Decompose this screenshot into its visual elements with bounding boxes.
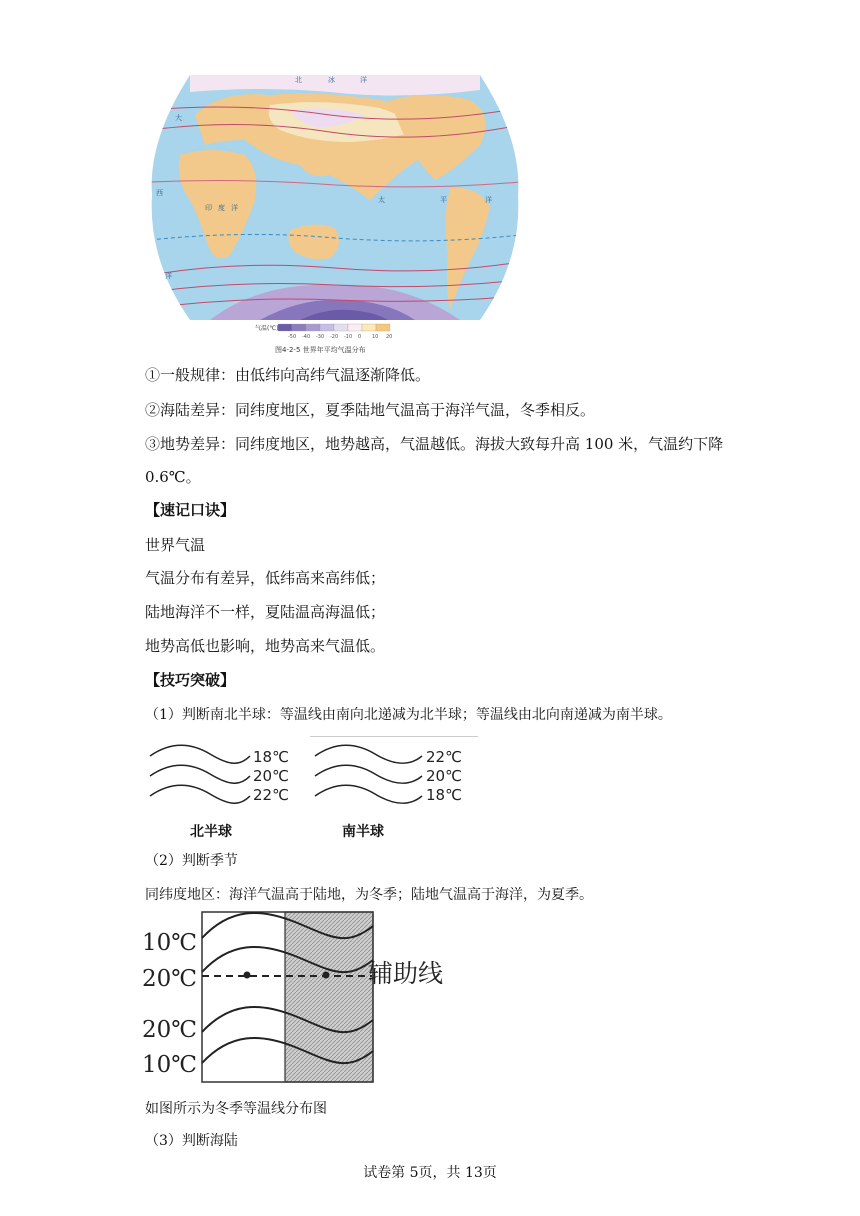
isotherm-label: 20℃ [426,767,462,785]
legend-tick: 0 [358,334,362,340]
south-hemisphere-figure [310,740,480,805]
legend-title: 气温(℃) [255,325,279,332]
legend-swatches [278,324,390,331]
isotherm-label: 10℃ [142,930,197,956]
isotherm-label: 18℃ [253,748,289,766]
legend-tick: -30 [316,334,325,340]
legend-swatch [362,324,376,331]
legend-swatch [292,324,306,331]
rule-3: ③地势差异：同纬度地区，地势越高，气温越低。海拔大致每升高 100 米，气温约下降 [145,435,724,453]
skill-item-2-text: 同纬度地区：海洋气温高于陆地，为冬季；陆地气温高于海洋，为夏季。 [145,887,593,903]
ocean-label: 度 [218,204,225,212]
mnemonic-line: 世界气温 [145,536,206,554]
legend-swatch [376,324,390,331]
north-hemisphere-figure [145,740,305,805]
ocean-label: 印 [205,204,212,212]
legend-tick: -40 [302,334,311,340]
auxiliary-line-label: 辅助线 [368,959,444,988]
skill-item-3: （3）判断海陆 [145,1133,238,1149]
legend-swatch [320,324,334,331]
isotherm-label: 22℃ [426,748,462,766]
ocean-label: 冰 [328,76,335,84]
legend-tick: -50 [288,334,297,340]
map-caption: 图4-2-5 世界年平均气温分布 [275,346,366,354]
legend-ticks [288,334,392,340]
rule-1: ①一般规律：由低纬向高纬气温逐渐降低。 [145,366,431,384]
south-hemisphere-caption: 南半球 [342,824,384,840]
divider [310,736,478,737]
isotherm-label: 22℃ [253,786,289,804]
mnemonic-heading: 【速记口诀】 [145,501,236,519]
rule-2: ②海陆差异：同纬度地区，夏季陆地气温高于海洋气温，冬季相反。 [145,401,596,419]
mnemonic-line: 地势高低也影响，地势高来气温低。 [145,637,386,655]
ocean-label: 北 [295,76,302,84]
isotherm-label: 10℃ [142,1052,197,1078]
isotherm-label: 20℃ [253,767,289,785]
isotherm-label: 18℃ [426,786,462,804]
mnemonic-line: 气温分布有差异，低纬高来高纬低； [145,569,386,587]
north-hemisphere-caption: 北半球 [190,824,232,840]
legend-swatch [334,324,348,331]
ocean-label: 平 [440,196,447,204]
ocean-label: 大 [175,114,182,122]
skills-heading: 【技巧突破】 [145,671,236,689]
world-temperature-map [150,70,520,360]
ocean-label: 西 [156,189,163,197]
skill-item-1: （1）判断南北半球：等温线由南向北递减为北半球；等温线由北向南递减为南半球。 [145,707,672,723]
mnemonic-line: 陆地海洋不一样，夏陆温高海温低； [145,603,386,621]
page-footer: 试卷第 5页，共 13页 [363,1165,497,1181]
ocean-label: 太 [378,196,385,204]
isotherm-label: 20℃ [142,1017,197,1043]
skill-item-2: （2）判断季节 [145,853,238,869]
rule-3-cont: 0.6℃。 [145,468,201,486]
legend-tick: -10 [344,334,353,340]
legend-swatch [306,324,320,331]
legend-tick: -20 [330,334,339,340]
legend-tick: 10 [372,334,379,340]
ocean-label: 洋 [360,76,367,84]
legend-tick: 20 [386,334,393,340]
legend-swatch [278,324,292,331]
isotherm-label: 20℃ [142,966,197,992]
ocean-label: 洋 [165,272,172,280]
season-caption: 如图所示为冬季等温线分布图 [145,1101,327,1117]
ocean-label: 洋 [485,196,492,204]
ocean-label: 洋 [231,204,238,212]
map-graphic [150,70,520,360]
legend-swatch [348,324,362,331]
season-isotherm-figure [140,908,460,1088]
